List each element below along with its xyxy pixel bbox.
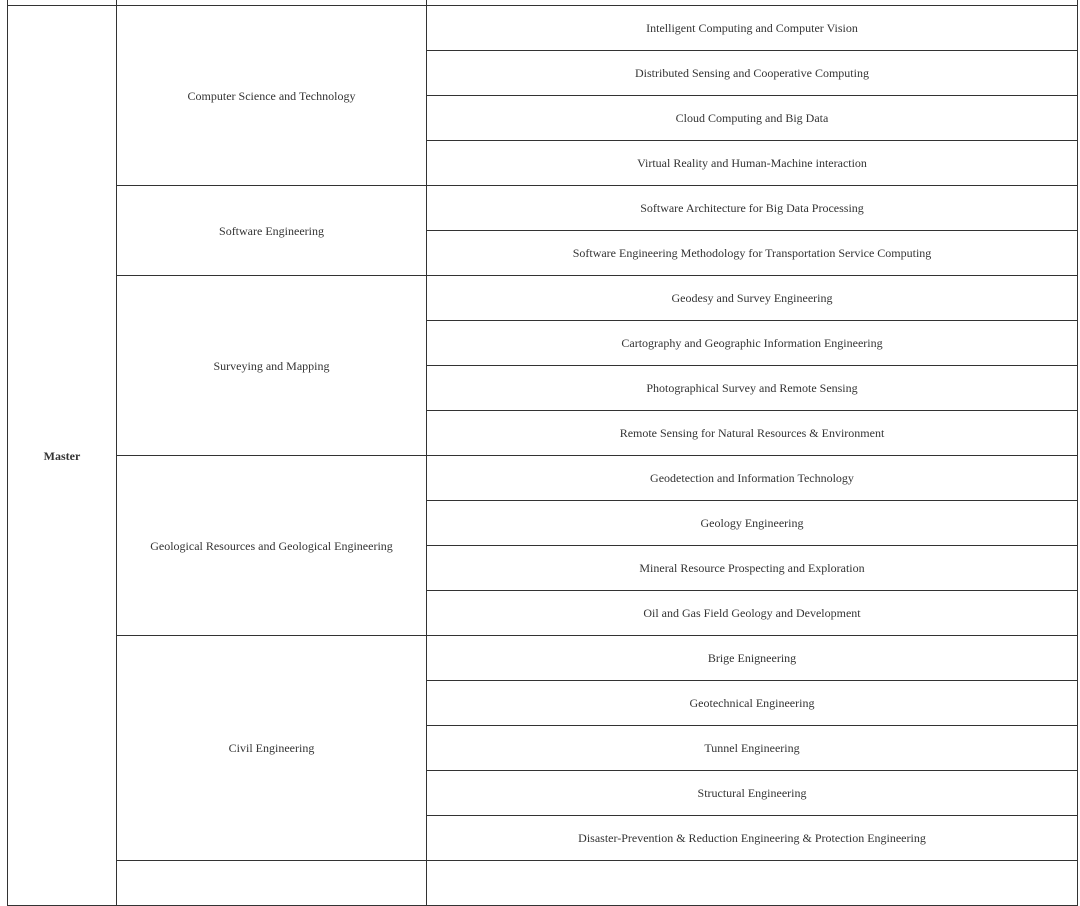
direction-cell: Brige Enigneering <box>427 636 1078 681</box>
next-discipline-cell <box>117 861 427 906</box>
direction-cell: Disaster-Prevention & Reduction Engineering & Protection Engineering <box>427 816 1078 861</box>
table-row <box>8 636 1078 681</box>
discipline-cell: Civil Engineering <box>117 636 427 861</box>
next-direction-cell <box>427 861 1078 906</box>
direction-cell: Virtual Reality and Human-Machine interaction <box>427 141 1078 186</box>
discipline-cell: Geological Resources and Geological Engineering <box>117 456 427 636</box>
direction-cell: Geotechnical Engineering <box>427 681 1078 726</box>
direction-cell: Geology Engineering <box>427 501 1078 546</box>
direction-cell: Distributed Sensing and Cooperative Computing <box>427 51 1078 96</box>
direction-cell: Cloud Computing and Big Data <box>427 96 1078 141</box>
direction-cell: Tunnel Engineering <box>427 726 1078 771</box>
direction-cell: Geodetection and Information Technology <box>427 456 1078 501</box>
table-row <box>8 6 1078 51</box>
program-table <box>7 0 1078 906</box>
discipline-cell: Software Engineering <box>117 186 427 276</box>
discipline-cell: Surveying and Mapping <box>117 276 427 456</box>
direction-cell: Geodesy and Survey Engineering <box>427 276 1078 321</box>
direction-cell: Photographical Survey and Remote Sensing <box>427 366 1078 411</box>
table-row <box>8 186 1078 231</box>
table-row <box>8 276 1078 321</box>
direction-cell: Structural Engineering <box>427 771 1078 816</box>
table-row <box>8 861 1078 906</box>
direction-cell: Mineral Resource Prospecting and Exploration <box>427 546 1078 591</box>
direction-cell: Intelligent Computing and Computer Vision <box>427 6 1078 51</box>
degree-cell: Master <box>8 6 117 906</box>
table-row <box>8 456 1078 501</box>
direction-cell: Software Architecture for Big Data Processing <box>427 186 1078 231</box>
direction-cell: Remote Sensing for Natural Resources & Environment <box>427 411 1078 456</box>
direction-cell: Oil and Gas Field Geology and Development <box>427 591 1078 636</box>
direction-cell: Software Engineering Methodology for Transportation Service Computing <box>427 231 1078 276</box>
program-table-body <box>8 0 1078 906</box>
discipline-cell: Computer Science and Technology <box>117 6 427 186</box>
direction-cell: Cartography and Geographic Information Engineering <box>427 321 1078 366</box>
